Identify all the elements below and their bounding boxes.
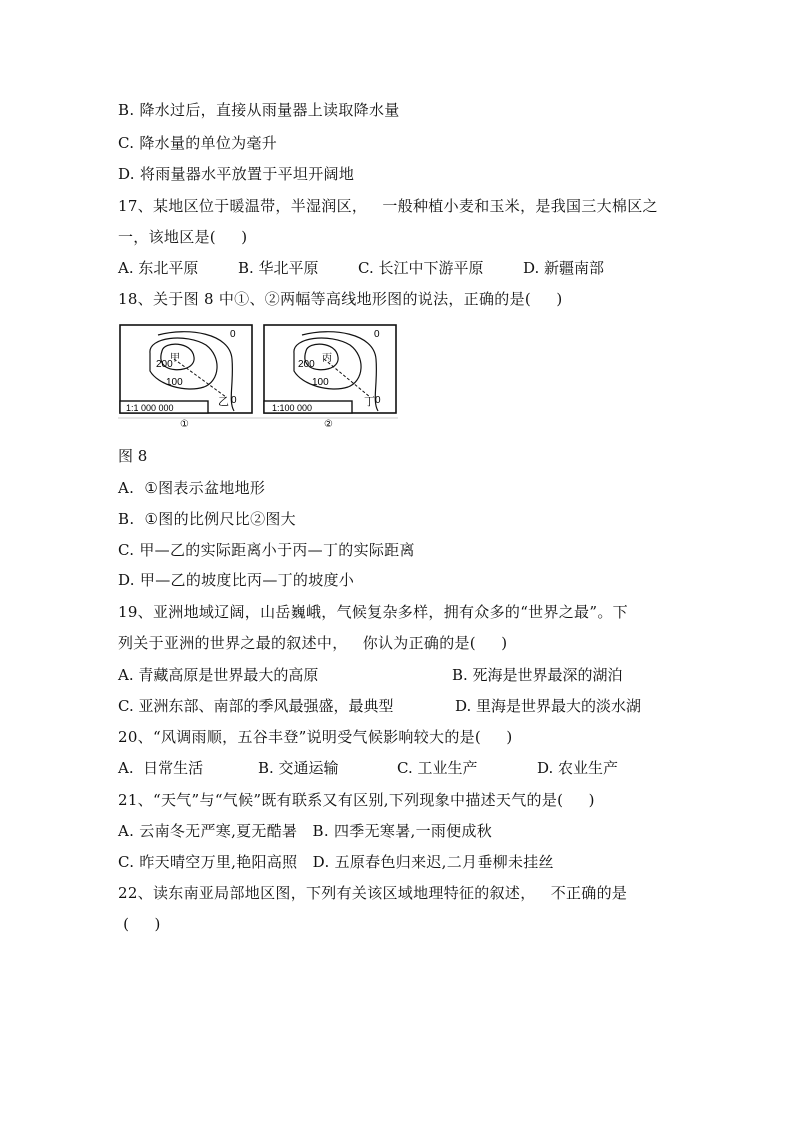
q22-stem-line-2: ( ) [118, 915, 161, 933]
q17-stem-line-1: 17、某地区位于暖温带，半湿润区， 一般种植小麦和玉米，是我国三大棉区之 [118, 197, 658, 215]
map1-point-start: 甲 [170, 353, 180, 364]
map2-contour-100-label: 100 [312, 377, 329, 388]
map2-contour-200-label: 200 [298, 359, 315, 370]
map2-point-start: 丙 [322, 353, 332, 364]
q21-stem: 21、“天气”与“气候”既有联系又有区别,下列现象中描述天气的是( ) [118, 791, 595, 809]
q20-option-b: B. 交通运输 [258, 759, 339, 777]
q17-option-c: C. 长江中下游平原 [358, 259, 484, 277]
map1-contour-0-label-bottom: 0 [231, 395, 237, 406]
map1-contour-200-label: 200 [156, 359, 173, 370]
map2-point-end: 丁 [364, 396, 375, 408]
q19-stem-line-1: 19、亚洲地域辽阔，山岳巍峨，气候复杂多样，拥有众多的“世界之最”。下 [118, 603, 628, 621]
q20-option-a: A. 日常生活 [118, 759, 204, 777]
q20-stem: 20、“风调雨顺，五谷丰登”说明受气候影响较大的是( ) [118, 728, 513, 746]
q21-options-ab: A. 云南冬无严寒,夏无酷暑 B. 四季无寒暑,一雨便成秋 [118, 822, 493, 840]
q18-option-b: B. ①图的比例尺比②图大 [118, 510, 296, 528]
q18-option-c: C. 甲—乙的实际距离小于丙—丁的实际距离 [118, 541, 415, 559]
q17-option-a: A. 东北平原 [118, 259, 199, 277]
q19-option-c: C. 亚洲东部、南部的季风最强盛，最典型 [118, 697, 394, 715]
map2-scale: 1:100 000 [272, 403, 313, 413]
map1-label: ① [180, 419, 189, 430]
q19-option-a: A. 青藏高原是世界最大的高原 [118, 666, 319, 684]
q16-option-c: C. 降水量的单位为毫升 [118, 134, 278, 152]
q19-option-b: B. 死海是世界最深的湖泊 [452, 666, 623, 684]
map2-contour-0-label-bottom: 0 [375, 395, 381, 406]
q20-option-c: C. 工业生产 [397, 759, 478, 777]
q22-stem-line-1: 22、读东南亚局部地区图，下列有关该区域地理特征的叙述， 不正确的是 [118, 884, 628, 902]
map1-point-end: 乙 [218, 396, 229, 408]
map2-contour-0-label: 0 [374, 329, 380, 340]
map1-contour-0-label: 0 [230, 329, 236, 340]
map2-label: ② [324, 419, 333, 430]
q16-option-d: D. 将雨量器水平放置于平坦开阔地 [118, 165, 355, 183]
q18-option-a: A. ①图表示盆地地形 [118, 479, 266, 497]
q20-option-d: D. 农业生产 [537, 759, 619, 777]
q21-options-cd: C. 昨天晴空万里,艳阳高照 D. 五原春色归来迟,二月垂柳未挂丝 [118, 853, 554, 871]
map1-contour-100-label: 100 [166, 377, 183, 388]
q17-option-d: D. 新疆南部 [523, 259, 605, 277]
q17-option-b: B. 华北平原 [238, 259, 319, 277]
map1-scale: 1:1 000 000 [126, 403, 174, 413]
q18-stem: 18、关于图 8 中①、②两幅等高线地形图的说法，正确的是( ) [118, 290, 563, 308]
contour-map-2 [264, 325, 396, 430]
q16-option-b: B. 降水过后，直接从雨量器上读取降水量 [118, 101, 400, 119]
contour-map-1 [120, 325, 252, 430]
q19-stem-line-2: 列关于亚洲的世界之最的叙述中， 你认为正确的是( ) [118, 634, 508, 652]
q19-option-d: D. 里海是世界最大的淡水湖 [455, 697, 642, 715]
figure-caption: 图 8 [118, 447, 148, 465]
q17-stem-line-2: 一，该地区是( ) [118, 228, 248, 246]
contour-maps-figure [118, 323, 398, 431]
q18-option-d: D. 甲—乙的坡度比丙—丁的坡度小 [118, 571, 355, 589]
